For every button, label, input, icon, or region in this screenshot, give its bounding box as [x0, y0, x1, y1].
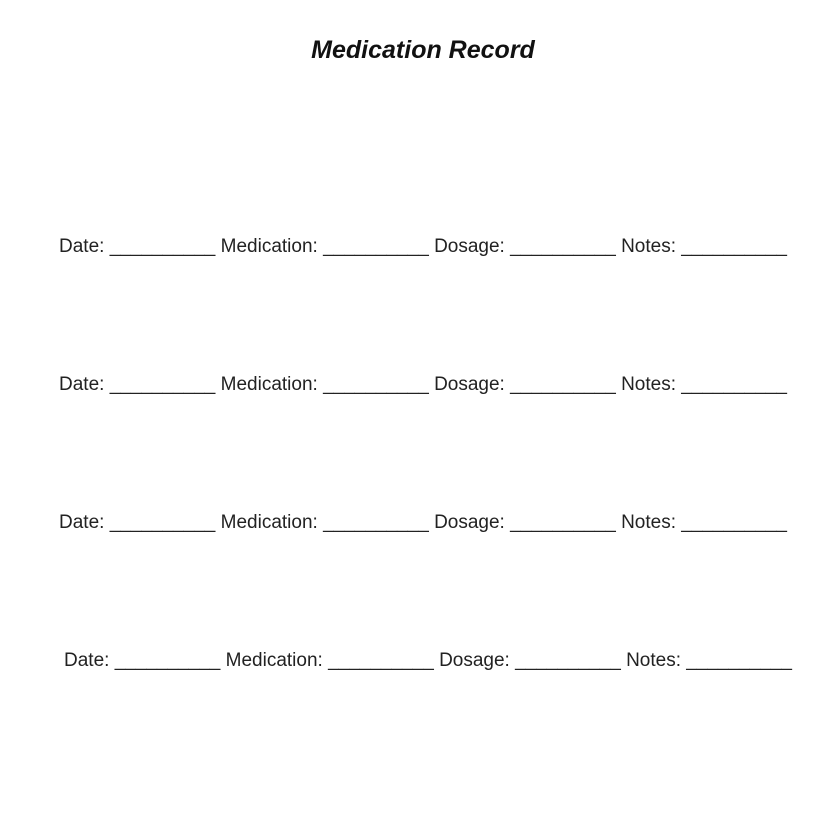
- notes-label: Notes:: [621, 374, 676, 395]
- date-field[interactable]: __________: [109, 236, 216, 257]
- notes-label: Notes:: [626, 650, 681, 671]
- dosage-label: Dosage:: [439, 650, 510, 671]
- dosage-label: Dosage:: [434, 236, 505, 257]
- medication-field[interactable]: __________: [323, 236, 429, 257]
- record-row: [59, 374, 787, 396]
- date-field[interactable]: __________: [114, 650, 221, 671]
- record-row: [59, 512, 787, 534]
- notes-label: Notes:: [621, 236, 676, 257]
- date-label: Date:: [59, 236, 105, 257]
- date-field[interactable]: __________: [109, 374, 216, 395]
- page-title: Medication Record: [311, 36, 535, 64]
- medication-label: Medication:: [225, 650, 323, 671]
- record-row: [59, 236, 787, 258]
- medication-field[interactable]: __________: [328, 650, 434, 671]
- notes-field[interactable]: __________: [681, 374, 787, 395]
- notes-label: Notes:: [621, 512, 676, 533]
- dosage-label: Dosage:: [434, 374, 505, 395]
- date-field[interactable]: __________: [109, 512, 216, 533]
- dosage-label: Dosage:: [434, 512, 505, 533]
- dosage-field[interactable]: __________: [510, 236, 616, 257]
- notes-field[interactable]: __________: [681, 512, 787, 533]
- notes-field[interactable]: __________: [686, 650, 792, 671]
- medication-field[interactable]: __________: [323, 374, 429, 395]
- medication-label: Medication:: [220, 236, 318, 257]
- medication-field[interactable]: __________: [323, 512, 429, 533]
- date-label: Date:: [64, 650, 110, 671]
- dosage-field[interactable]: __________: [515, 650, 621, 671]
- notes-field[interactable]: __________: [681, 236, 787, 257]
- medication-label: Medication:: [220, 512, 318, 533]
- date-label: Date:: [59, 512, 105, 533]
- dosage-field[interactable]: __________: [510, 512, 616, 533]
- medication-label: Medication:: [220, 374, 318, 395]
- dosage-field[interactable]: __________: [510, 374, 616, 395]
- record-row: [64, 650, 792, 672]
- date-label: Date:: [59, 374, 105, 395]
